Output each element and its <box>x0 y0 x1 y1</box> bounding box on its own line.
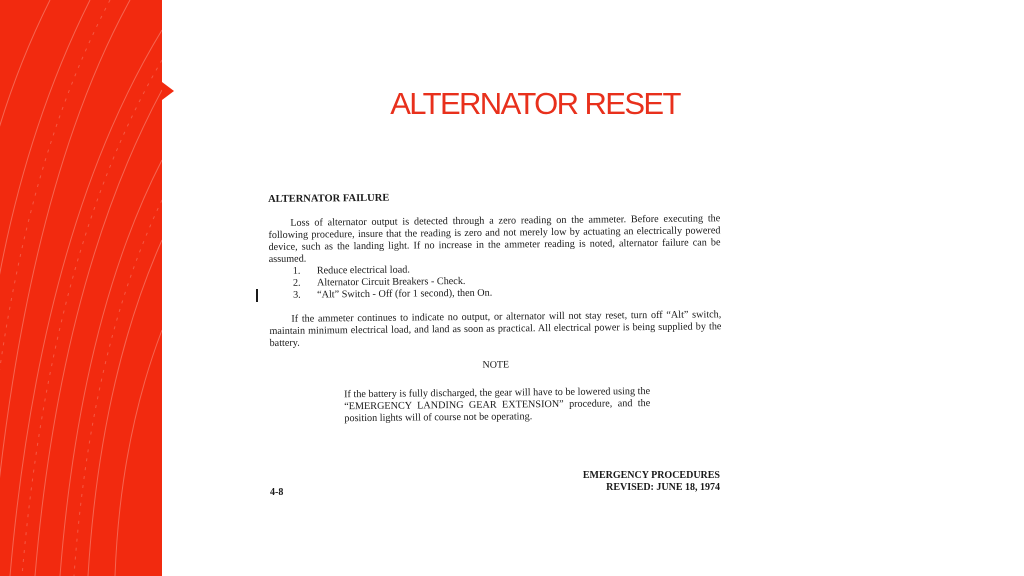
step-text: Alternator Circuit Breakers - Check. <box>316 275 466 289</box>
step-number: 3. <box>293 289 301 301</box>
paragraph-no-output: If the ammeter continues to indicate no output, or alternator will not stay reset, turn off “Alt” switch, maintain minimum electrical load, and land as soon as practical. All electrical power is being supplied by the battery. <box>269 309 722 349</box>
step-number: 2. <box>292 277 301 289</box>
panel-pointer <box>162 82 174 100</box>
revision-date: REVISED: JUNE 18, 1974 <box>606 482 720 493</box>
section-footer <box>540 470 720 494</box>
paragraph-loss-of-output: Loss of alternator output is detected through a zero reading on the ammeter. Before executing the following procedure, insure that the reading is zero and not merely low by actuating an electrically powered device, such as the landing light. If no increase in the ammeter reading is noted, alternator failure can be assumed. <box>268 213 721 265</box>
decorative-side-panel <box>0 0 162 576</box>
revision-change-bar <box>256 289 258 302</box>
procedure-steps <box>269 261 721 302</box>
step-number: 1. <box>292 265 301 277</box>
decorative-arcs <box>0 0 162 576</box>
step-text: Reduce electrical load. <box>316 264 410 277</box>
page-number: 4-8 <box>270 487 284 498</box>
note-body: If the battery is fully discharged, the gear will have to be lowered using the “EMERGENCY LANDING GEAR EXTENSION” procedure, and the position lights will of course not be operating. <box>344 386 651 425</box>
document-heading: ALTERNATOR FAILURE <box>268 192 390 205</box>
note-heading: NOTE <box>482 359 510 371</box>
step-text: “Alt” Switch - Off (for 1 second), then On. <box>317 287 493 301</box>
scanned-document <box>268 189 723 504</box>
slide-title: ALTERNATOR RESET <box>390 86 680 121</box>
section-name: EMERGENCY PROCEDURES <box>582 470 720 481</box>
